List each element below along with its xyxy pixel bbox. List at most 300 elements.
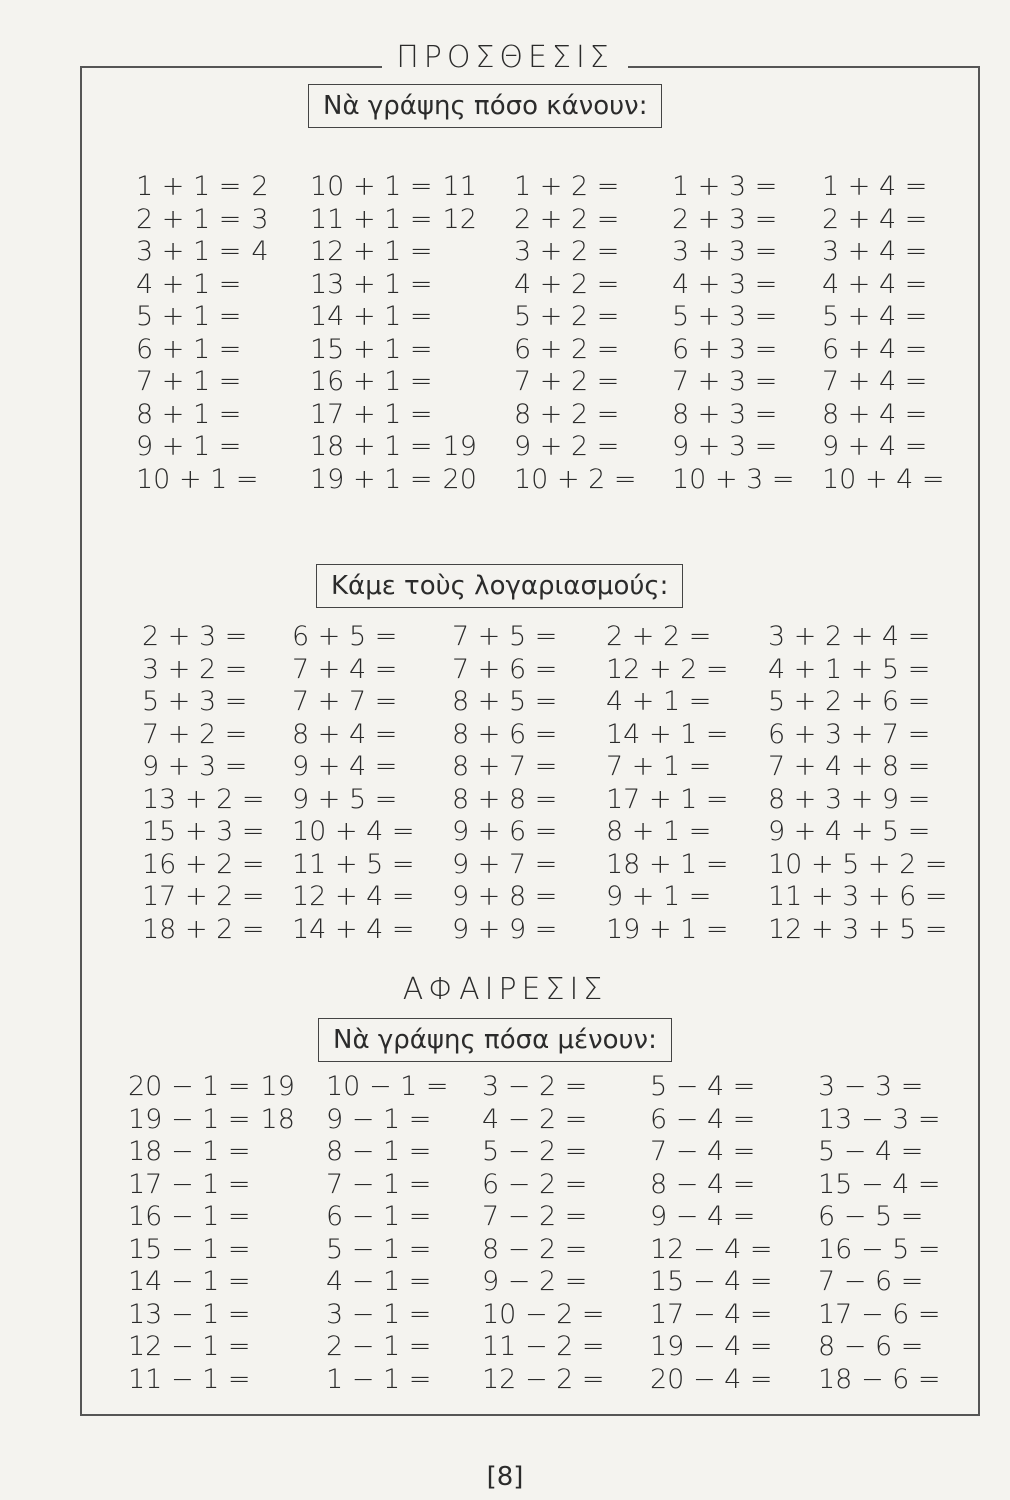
exercise-row — [606, 719, 739, 752]
exercise-row — [818, 1136, 951, 1169]
exercise-expression: 10 + 1 = — [310, 171, 433, 202]
exercise-row — [672, 204, 805, 237]
exercise-expression: 9 + 1 = — [136, 431, 242, 462]
exercise-expression: 14 − 1 = — [128, 1266, 251, 1297]
exercise-row — [292, 751, 425, 784]
exercise-expression: 14 + 1 = — [606, 718, 729, 750]
exercise-row — [672, 301, 805, 334]
exercise-expression: 19 + 1 = — [606, 913, 729, 945]
exercise-expression: 19 − 4 = — [650, 1331, 773, 1362]
exercise-row — [136, 334, 269, 367]
exercise-row — [822, 204, 955, 237]
exercise-expression: 17 − 1 = — [128, 1168, 251, 1200]
exercise-expression: 1 + 3 = — [672, 171, 778, 202]
exercise-row — [768, 816, 958, 849]
exercise-expression: 18 + 1 = — [310, 431, 433, 462]
exercise-row — [452, 751, 567, 784]
exercise-expression: 3 + 2 = — [142, 653, 248, 685]
exercise-expression: 2 − 1 = — [326, 1331, 432, 1362]
exercise-row — [822, 334, 955, 367]
exercise-row — [606, 654, 739, 687]
exercise-expression: 1 − 1 = — [326, 1363, 432, 1395]
calculations-col-1 — [142, 621, 275, 946]
exercise-row — [136, 236, 269, 269]
exercise-expression: 10 + 1 = — [136, 463, 259, 495]
exercise-expression: 14 + 1 = — [310, 301, 433, 332]
exercise-row — [142, 816, 275, 849]
exercise-row — [514, 236, 647, 269]
exercise-expression: 5 − 1 = — [326, 1233, 432, 1265]
exercise-row — [142, 621, 275, 654]
exercise-row — [606, 686, 739, 719]
exercise-expression: 7 + 3 = — [672, 366, 778, 397]
exercise-expression: 4 + 1 + 5 = — [768, 653, 931, 685]
exercise-expression: 9 − 2 = — [482, 1266, 588, 1297]
exercise-row — [514, 334, 647, 367]
exercise-expression: 9 + 4 + 5 = — [768, 816, 931, 847]
exercise-row — [514, 269, 647, 302]
addition-col-5 — [822, 171, 955, 496]
exercise-expression: 17 + 2 = — [142, 881, 265, 912]
exercise-row — [142, 914, 275, 947]
exercise-expression: 7 + 2 = — [142, 718, 248, 750]
exercise-row — [514, 301, 647, 334]
exercise-row — [482, 1136, 615, 1169]
exercise-expression: 5 + 2 = — [514, 301, 620, 332]
exercise-row — [128, 1104, 295, 1137]
exercise-expression: 17 + 1 = — [606, 783, 729, 815]
exercise-expression: 2 + 1 = — [136, 203, 242, 235]
exercise-expression: 9 + 9 = — [452, 913, 558, 945]
exercise-expression: 16 − 1 = — [128, 1201, 251, 1232]
exercise-row — [768, 849, 958, 882]
exercise-expression: 20 − 4 = — [650, 1363, 773, 1395]
exercise-row — [326, 1299, 459, 1332]
subtraction-col-2 — [326, 1071, 459, 1396]
exercise-expression: 4 + 2 = — [514, 268, 620, 300]
exercise-expression: 3 + 2 = — [514, 236, 620, 267]
exercise-expression: 8 + 1 = — [136, 398, 242, 430]
exercise-expression: 10 − 2 = — [482, 1298, 605, 1330]
exercise-row — [452, 621, 567, 654]
exercise-expression: 8 + 3 = — [672, 398, 778, 430]
exercise-expression: 6 − 1 = — [326, 1201, 432, 1232]
exercise-expression: 8 + 1 = — [606, 816, 712, 847]
exercise-row — [136, 204, 269, 237]
exercise-expression: 6 + 5 = — [292, 621, 398, 652]
exercise-expression: 4 + 1 = — [606, 686, 712, 717]
exercise-row — [128, 1234, 295, 1267]
exercise-expression: 1 + 4 = — [822, 171, 928, 202]
exercise-expression: 5 + 4 = — [822, 301, 928, 332]
exercise-expression: 3 − 3 = — [818, 1071, 924, 1102]
exercise-expression: 7 + 4 = — [822, 366, 928, 397]
exercise-expression: 16 − 5 = — [818, 1233, 941, 1265]
exercise-row — [142, 751, 275, 784]
exercise-row — [292, 686, 425, 719]
exercise-row — [310, 204, 477, 237]
exercise-row — [818, 1266, 951, 1299]
exercise-row — [606, 621, 739, 654]
exercise-row — [326, 1169, 459, 1202]
exercise-row — [326, 1234, 459, 1267]
exercise-row — [650, 1331, 783, 1364]
exercise-row — [650, 1104, 783, 1137]
exercise-row — [514, 171, 647, 204]
exercise-expression: 8 + 4 = — [822, 398, 928, 430]
exercise-expression: 11 − 1 = — [128, 1363, 251, 1395]
exercise-expression: 10 + 2 = — [514, 463, 637, 495]
exercise-row — [310, 431, 477, 464]
exercise-row — [768, 621, 958, 654]
exercise-expression: 8 + 4 = — [292, 718, 398, 750]
exercise-row — [818, 1234, 951, 1267]
exercise-expression: 8 + 8 = — [452, 783, 558, 815]
exercise-expression: 7 − 1 = — [326, 1168, 432, 1200]
exercise-row — [822, 399, 955, 432]
exercise-row — [452, 784, 567, 817]
exercise-row — [818, 1299, 951, 1332]
exercise-expression: 18 + 2 = — [142, 913, 265, 945]
exercise-row — [768, 881, 958, 914]
exercise-expression: 4 + 4 = — [822, 268, 928, 300]
exercise-expression: 13 + 2 = — [142, 783, 265, 815]
exercise-row — [650, 1234, 783, 1267]
exercise-row — [136, 464, 269, 497]
exercise-expression: 4 − 2 = — [482, 1103, 588, 1135]
exercise-row — [292, 784, 425, 817]
exercise-expression: 9 + 1 = — [606, 881, 712, 912]
exercise-expression: 19 − 1 = — [128, 1103, 251, 1135]
exercise-row — [482, 1266, 615, 1299]
exercise-expression: 6 + 3 + 7 = — [768, 718, 931, 750]
subtraction-col-3 — [482, 1071, 615, 1396]
exercise-expression: 7 + 4 + 8 = — [768, 751, 931, 782]
exercise-row — [650, 1299, 783, 1332]
exercise-expression: 2 + 3 = — [672, 203, 778, 235]
exercise-row — [822, 171, 955, 204]
exercise-row — [452, 816, 567, 849]
exercise-answer: 20 — [442, 463, 477, 495]
addition-col-3 — [514, 171, 647, 496]
exercise-expression: 12 + 2 = — [606, 653, 729, 685]
exercise-expression: 6 + 2 = — [514, 333, 620, 365]
exercise-expression: 18 − 6 = — [818, 1363, 941, 1395]
exercise-expression: 12 − 2 = — [482, 1363, 605, 1395]
exercise-row — [672, 399, 805, 432]
exercise-row — [142, 849, 275, 882]
exercise-expression: 8 − 1 = — [326, 1136, 432, 1167]
exercise-row — [292, 621, 425, 654]
exercise-expression: 13 − 3 = — [818, 1103, 941, 1135]
calculations-col-2 — [292, 621, 425, 946]
exercise-expression: 10 − 1 = — [326, 1071, 449, 1102]
exercise-expression: 2 + 2 = — [606, 621, 712, 652]
exercise-expression: 16 + 1 = — [310, 366, 433, 397]
exercise-expression: 9 + 3 = — [672, 431, 778, 462]
exercise-expression: 2 + 3 = — [142, 621, 248, 652]
exercise-row — [452, 881, 567, 914]
exercise-row — [128, 1331, 295, 1364]
exercise-row — [326, 1266, 459, 1299]
exercise-expression: 7 − 2 = — [482, 1201, 588, 1232]
exercise-expression: 4 + 3 = — [672, 268, 778, 300]
exercise-expression: 6 + 4 = — [822, 333, 928, 365]
exercise-row — [142, 686, 275, 719]
exercise-row — [136, 399, 269, 432]
exercise-row — [128, 1364, 295, 1397]
exercise-row — [606, 784, 739, 817]
exercise-row — [482, 1364, 615, 1397]
exercise-row — [672, 431, 805, 464]
exercise-expression: 3 − 1 = — [326, 1298, 432, 1330]
exercise-row — [482, 1104, 615, 1137]
subtraction-col-1 — [128, 1071, 295, 1396]
exercise-row — [326, 1104, 459, 1137]
exercise-expression: 11 − 2 = — [482, 1331, 605, 1362]
exercise-answer: 12 — [442, 203, 477, 235]
exercise-expression: 2 + 2 = — [514, 203, 620, 235]
exercise-row — [142, 719, 275, 752]
exercise-row — [672, 236, 805, 269]
exercise-row — [818, 1169, 951, 1202]
exercise-row — [136, 431, 269, 464]
exercise-expression: 19 + 1 = — [310, 463, 433, 495]
exercise-expression: 8 + 7 = — [452, 751, 558, 782]
exercise-expression: 15 − 4 = — [650, 1266, 773, 1297]
exercise-expression: 8 − 6 = — [818, 1331, 924, 1362]
exercise-expression: 17 + 1 = — [310, 398, 433, 430]
exercise-expression: 15 + 3 = — [142, 816, 265, 847]
exercise-row — [292, 719, 425, 752]
calculations-instruction: Κάμε τοὺς λογαριασμούς: — [316, 564, 683, 608]
exercise-expression: 9 + 5 = — [292, 783, 398, 815]
exercise-row — [650, 1169, 783, 1202]
exercise-row — [650, 1136, 783, 1169]
exercise-row — [136, 301, 269, 334]
exercise-expression: 9 + 2 = — [514, 431, 620, 462]
exercise-expression: 11 + 1 = — [310, 203, 433, 235]
exercise-row — [136, 269, 269, 302]
exercise-expression: 7 + 2 = — [514, 366, 620, 397]
exercise-expression: 8 + 3 + 9 = — [768, 783, 931, 815]
exercise-row — [606, 849, 739, 882]
subtraction-col-5 — [818, 1071, 951, 1396]
exercise-row — [452, 686, 567, 719]
exercise-expression: 5 − 4 = — [650, 1071, 756, 1102]
exercise-row — [650, 1364, 783, 1397]
exercise-expression: 8 − 2 = — [482, 1233, 588, 1265]
exercise-expression: 7 + 6 = — [452, 653, 558, 685]
exercise-expression: 6 + 3 = — [672, 333, 778, 365]
exercise-row — [482, 1071, 615, 1104]
exercise-row — [650, 1201, 783, 1234]
exercise-expression: 5 + 3 = — [142, 686, 248, 717]
exercise-expression: 7 − 4 = — [650, 1136, 756, 1167]
exercise-row — [768, 784, 958, 817]
exercise-row — [514, 204, 647, 237]
exercise-expression: 9 − 1 = — [326, 1103, 432, 1135]
exercise-expression: 7 − 6 = — [818, 1266, 924, 1297]
exercise-row — [128, 1201, 295, 1234]
exercise-row — [822, 431, 955, 464]
exercise-row — [606, 816, 739, 849]
exercise-expression: 3 + 1 = — [136, 236, 242, 267]
exercise-expression: 12 + 4 = — [292, 881, 415, 912]
exercise-row — [822, 464, 955, 497]
exercise-row — [514, 399, 647, 432]
exercise-row — [768, 719, 958, 752]
exercise-expression: 9 + 7 = — [452, 848, 558, 880]
exercise-expression: 13 − 1 = — [128, 1298, 251, 1330]
exercise-expression: 9 + 8 = — [452, 881, 558, 912]
addition-col-2 — [310, 171, 477, 496]
exercise-answer: 18 — [260, 1103, 295, 1135]
addition-col-1 — [136, 171, 269, 496]
exercise-expression: 8 + 5 = — [452, 686, 558, 717]
exercise-expression: 3 + 4 = — [822, 236, 928, 267]
exercise-row — [482, 1169, 615, 1202]
exercise-expression: 10 + 3 = — [672, 463, 795, 495]
exercise-expression: 18 + 1 = — [606, 848, 729, 880]
exercise-expression: 17 − 4 = — [650, 1298, 773, 1330]
exercise-row — [326, 1136, 459, 1169]
addition-instruction: Νὰ γράψης πόσο κάνουν: — [308, 84, 662, 128]
exercise-row — [672, 269, 805, 302]
exercise-expression: 9 + 4 = — [822, 431, 928, 462]
exercise-row — [672, 464, 805, 497]
exercise-row — [326, 1071, 459, 1104]
exercise-expression: 9 + 6 = — [452, 816, 558, 847]
exercise-row — [310, 171, 477, 204]
subtraction-instruction: Νὰ γράψης πόσα μένουν: — [318, 1018, 672, 1062]
exercise-row — [514, 464, 647, 497]
exercise-row — [292, 816, 425, 849]
exercise-row — [128, 1266, 295, 1299]
exercise-row — [452, 914, 567, 947]
exercise-answer: 11 — [442, 171, 477, 202]
exercise-expression: 15 − 4 = — [818, 1168, 941, 1200]
exercise-expression: 4 − 1 = — [326, 1266, 432, 1297]
exercise-row — [136, 171, 269, 204]
exercise-row — [818, 1364, 951, 1397]
exercise-expression: 8 + 6 = — [452, 718, 558, 750]
exercise-expression: 11 + 5 = — [292, 848, 415, 880]
exercise-row — [768, 751, 958, 784]
exercise-expression: 5 − 4 = — [818, 1136, 924, 1167]
exercise-row — [128, 1136, 295, 1169]
exercise-row — [650, 1071, 783, 1104]
exercise-expression: 3 + 2 + 4 = — [768, 621, 931, 652]
exercise-row — [482, 1331, 615, 1364]
exercise-row — [310, 366, 477, 399]
exercise-row — [514, 366, 647, 399]
exercise-expression: 2 + 4 = — [822, 203, 928, 235]
exercise-expression: 9 + 3 = — [142, 751, 248, 782]
exercise-row — [128, 1071, 295, 1104]
exercise-expression: 18 − 1 = — [128, 1136, 251, 1167]
exercise-expression: 5 − 2 = — [482, 1136, 588, 1167]
exercise-expression: 7 + 5 = — [452, 621, 558, 652]
exercise-expression: 8 − 4 = — [650, 1168, 756, 1200]
exercise-row — [606, 881, 739, 914]
addition-title — [0, 40, 1010, 75]
exercise-row — [482, 1299, 615, 1332]
exercise-expression: 6 − 5 = — [818, 1201, 924, 1232]
calculations-col-3 — [452, 621, 567, 946]
exercise-answer: 3 — [251, 203, 269, 235]
exercise-row — [128, 1169, 295, 1202]
exercise-row — [292, 849, 425, 882]
exercise-expression: 12 − 1 = — [128, 1331, 251, 1362]
exercise-row — [822, 236, 955, 269]
exercise-row — [292, 881, 425, 914]
exercise-row — [606, 751, 739, 784]
exercise-expression: 4 + 1 = — [136, 268, 242, 300]
exercise-row — [768, 914, 958, 947]
exercise-row — [606, 914, 739, 947]
exercise-answer: 4 — [251, 236, 269, 267]
exercise-row — [136, 366, 269, 399]
exercise-row — [326, 1331, 459, 1364]
exercise-row — [768, 654, 958, 687]
exercise-expression: 11 + 3 + 6 = — [768, 881, 948, 912]
exercise-expression: 5 + 2 + 6 = — [768, 686, 931, 717]
exercise-row — [822, 366, 955, 399]
exercise-expression: 14 + 4 = — [292, 913, 415, 945]
exercise-row — [292, 914, 425, 947]
exercise-row — [452, 654, 567, 687]
exercise-row — [310, 334, 477, 367]
exercise-row — [310, 269, 477, 302]
exercise-expression: 5 + 3 = — [672, 301, 778, 332]
exercise-expression: 10 + 4 = — [822, 463, 945, 495]
exercise-expression: 6 + 1 = — [136, 333, 242, 365]
exercise-answer: 19 — [260, 1071, 295, 1102]
exercise-row — [818, 1104, 951, 1137]
exercise-expression: 9 + 4 = — [292, 751, 398, 782]
exercise-row — [142, 784, 275, 817]
exercise-expression: 3 − 2 = — [482, 1071, 588, 1102]
addition-col-4 — [672, 171, 805, 496]
exercise-row — [822, 269, 955, 302]
exercise-expression: 6 − 2 = — [482, 1168, 588, 1200]
page-number: [8] — [486, 1462, 524, 1492]
exercise-expression: 8 + 2 = — [514, 398, 620, 430]
exercise-expression: 10 + 4 = — [292, 816, 415, 847]
exercise-row — [482, 1201, 615, 1234]
exercise-expression: 16 + 2 = — [142, 848, 265, 880]
exercise-row — [452, 719, 567, 752]
exercise-expression: 13 + 1 = — [310, 268, 433, 300]
exercise-expression: 7 + 1 = — [606, 751, 712, 782]
exercise-expression: 1 + 1 = — [136, 171, 242, 202]
exercise-expression: 10 + 5 + 2 = — [768, 848, 948, 880]
exercise-row — [292, 654, 425, 687]
exercise-expression: 1 + 2 = — [514, 171, 620, 202]
exercise-expression: 7 + 7 = — [292, 686, 398, 717]
exercise-row — [142, 881, 275, 914]
exercise-expression: 12 − 4 = — [650, 1233, 773, 1265]
exercise-row — [310, 399, 477, 432]
exercise-row — [672, 171, 805, 204]
subtraction-title-text: ΑΦΑΙΡΕΣΙΣ — [402, 972, 608, 1007]
exercise-answer: 2 — [251, 171, 269, 202]
exercise-row — [142, 654, 275, 687]
exercise-expression: 9 − 4 = — [650, 1201, 756, 1232]
addition-title-text: ΠΡΟΣΘΕΣΙΣ — [382, 40, 628, 75]
exercise-row — [326, 1201, 459, 1234]
